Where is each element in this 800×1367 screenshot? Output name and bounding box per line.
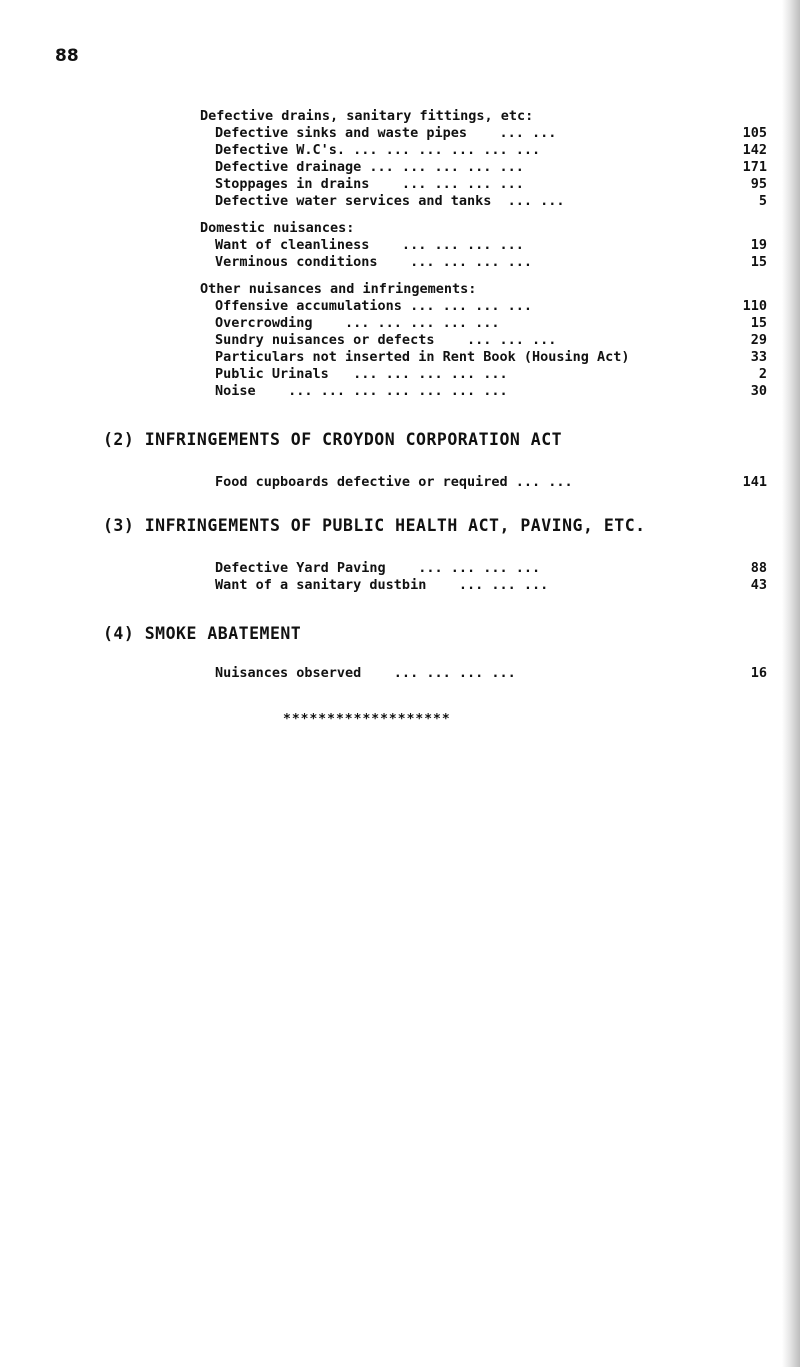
section-title-croydon-act: (2) INFRINGEMENTS OF CROYDON CORPORATION ACT (103, 430, 563, 449)
table-row: Food cupboards defective or required ... ... 141 (215, 474, 767, 490)
table-row: Defective Yard Paving ... ... ... ... 88 (215, 560, 767, 576)
table-row: Want of a sanitary dustbin ... ... ... 43 (215, 577, 767, 593)
table-row: Defective sinks and waste pipes ... ... 105 (215, 125, 767, 141)
end-of-section-asterisks: ******************* (283, 712, 451, 727)
group-heading-other: Other nuisances and infringements: (200, 281, 477, 297)
table-row: Want of cleanliness ... ... ... ... 19 (215, 237, 767, 253)
table-row: Stoppages in drains ... ... ... ... 95 (215, 176, 767, 192)
table-row: Public Urinals ... ... ... ... ... 2 (215, 366, 767, 382)
table-row: Noise ... ... ... ... ... ... ... 30 (215, 383, 767, 399)
page-number: 88 (55, 46, 79, 66)
table-row: Overcrowding ... ... ... ... ... 15 (215, 315, 767, 331)
table-row: Sundry nuisances or defects ... ... ... 29 (215, 332, 767, 348)
croydon-act-table (200, 474, 767, 491)
section-title-public-health-act: (3) INFRINGEMENTS OF PUBLIC HEALTH ACT, PAVING, ETC. (103, 516, 646, 535)
public-health-act-table (200, 560, 767, 594)
table-row: Defective drainage ... ... ... ... ... 171 (215, 159, 767, 175)
table-row: Defective water services and tanks ... ... 5 (215, 193, 767, 209)
table-row: Offensive accumulations ... ... ... ... 110 (215, 298, 767, 314)
group-heading-domestic: Domestic nuisances: (200, 220, 355, 236)
smoke-abatement-table (200, 665, 767, 682)
table-row: Particulars not inserted in Rent Book (Housing Act) 33 (215, 349, 767, 365)
table-row: Verminous conditions ... ... ... ... 15 (215, 254, 767, 270)
section-title-smoke-abatement: (4) SMOKE ABATEMENT (103, 624, 302, 643)
nuisances-table (200, 108, 767, 400)
table-row: Nuisances observed ... ... ... ... 16 (215, 665, 767, 681)
page-edge-shadow (782, 0, 800, 1367)
table-row: Defective W.C's. ... ... ... ... ... ... 142 (215, 142, 767, 158)
group-heading-drains: Defective drains, sanitary fittings, etc: (200, 108, 534, 124)
